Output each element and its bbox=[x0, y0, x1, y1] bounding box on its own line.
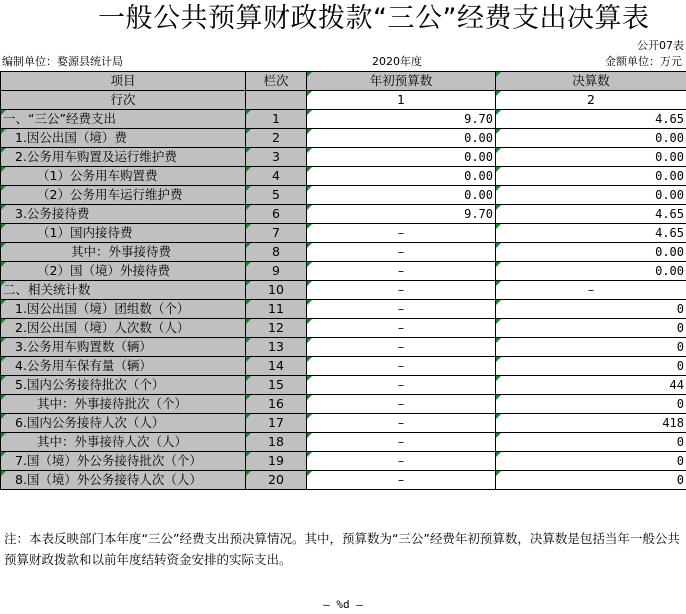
line-row-budget: 1 bbox=[307, 91, 496, 110]
row-line-number: 8 bbox=[246, 243, 307, 262]
row-budget-value: – bbox=[307, 243, 496, 262]
row-final-value: 0 bbox=[496, 433, 686, 452]
header-info-row bbox=[0, 54, 686, 70]
row-line-number: 14 bbox=[246, 357, 307, 376]
row-label: （2）公务用车运行维护费 bbox=[1, 186, 246, 205]
table-note: 注：本表反映部门本年度“三公”经费支出预决算情况。其中，预算数为“三公”经费年初预算数，决算数是包括当年一般公共预算财政拨款和以前年度结转资金安排的实际支出。 bbox=[4, 531, 680, 567]
row-line-number: 10 bbox=[246, 281, 307, 300]
row-label: 3.公务用车购置数（辆） bbox=[1, 338, 246, 357]
row-budget-value: – bbox=[307, 319, 496, 338]
row-label: （1）国内接待费 bbox=[1, 224, 246, 243]
row-line-number: 6 bbox=[246, 205, 307, 224]
row-budget-value: – bbox=[307, 262, 496, 281]
row-label: 2.因公出国（境）人次数（人） bbox=[1, 319, 246, 338]
row-line-number: 3 bbox=[246, 148, 307, 167]
row-label: 1.因公出国（境）费 bbox=[1, 129, 246, 148]
table-row bbox=[1, 395, 686, 414]
row-budget-value: 0.00 bbox=[307, 129, 496, 148]
amount-unit: 金额单位：万元 bbox=[605, 55, 682, 68]
row-label: 7.国（境）外公务接待批次（个） bbox=[1, 452, 246, 471]
row-label: 5.国内公务接待批次（个） bbox=[1, 376, 246, 395]
table-row bbox=[1, 452, 686, 471]
row-final-value: 4.65 bbox=[496, 224, 686, 243]
row-label: 4.公务用车保有量（辆） bbox=[1, 357, 246, 376]
table-row bbox=[1, 338, 686, 357]
table-row bbox=[1, 433, 686, 452]
row-final-value: 0.00 bbox=[496, 243, 686, 262]
col-header-item: 项目 bbox=[1, 72, 246, 91]
row-line-number: 16 bbox=[246, 395, 307, 414]
row-label: 其中：外事接待批次（个） bbox=[1, 395, 246, 414]
row-budget-value: – bbox=[307, 281, 496, 300]
row-line-number: 12 bbox=[246, 319, 307, 338]
table-row bbox=[1, 148, 686, 167]
row-line-number: 15 bbox=[246, 376, 307, 395]
row-budget-value: 0.00 bbox=[307, 186, 496, 205]
row-final-value: 418 bbox=[496, 414, 686, 433]
table-row bbox=[1, 357, 686, 376]
row-line-number: 19 bbox=[246, 452, 307, 471]
row-final-value: 4.65 bbox=[496, 110, 686, 129]
row-budget-value: – bbox=[307, 471, 496, 490]
row-line-number: 11 bbox=[246, 300, 307, 319]
table-row bbox=[1, 300, 686, 319]
page-footer: — %d — bbox=[323, 598, 363, 611]
expenditure-table bbox=[0, 71, 686, 490]
row-line-number: 9 bbox=[246, 262, 307, 281]
table-row bbox=[1, 110, 686, 129]
row-line-number: 1 bbox=[246, 110, 307, 129]
col-header-seq: 栏次 bbox=[246, 72, 307, 91]
row-line-number: 2 bbox=[246, 129, 307, 148]
page-title: 一般公共预算财政拨款“三公”经费支出决算表 bbox=[98, 3, 650, 34]
row-final-value: 0.00 bbox=[496, 129, 686, 148]
row-final-value: 0 bbox=[496, 338, 686, 357]
row-label: 6.国内公务接待人次（人） bbox=[1, 414, 246, 433]
col-header-budget: 年初预算数 bbox=[307, 72, 496, 91]
row-final-value: 0 bbox=[496, 452, 686, 471]
line-row-seq bbox=[246, 91, 307, 110]
fiscal-year: 2020年度 bbox=[372, 55, 422, 68]
table-row bbox=[1, 186, 686, 205]
row-final-value: 0.00 bbox=[496, 148, 686, 167]
row-label: （1）公务用车购置费 bbox=[1, 167, 246, 186]
row-budget-value: 0.00 bbox=[307, 167, 496, 186]
row-final-value: 0.00 bbox=[496, 186, 686, 205]
table-row bbox=[1, 167, 686, 186]
table-row bbox=[1, 205, 686, 224]
form-code: 公开07表 bbox=[637, 39, 684, 52]
table-row bbox=[1, 376, 686, 395]
row-budget-value: – bbox=[307, 338, 496, 357]
row-line-number: 20 bbox=[246, 471, 307, 490]
row-line-number: 7 bbox=[246, 224, 307, 243]
table-row bbox=[1, 243, 686, 262]
row-final-value: 0 bbox=[496, 319, 686, 338]
line-row-final: 2 bbox=[496, 91, 686, 110]
row-budget-value: 9.70 bbox=[307, 110, 496, 129]
row-line-number: 13 bbox=[246, 338, 307, 357]
row-final-value: 0.00 bbox=[496, 167, 686, 186]
row-final-value: 0 bbox=[496, 300, 686, 319]
row-budget-value: – bbox=[307, 395, 496, 414]
row-label: 二、相关统计数 bbox=[1, 281, 246, 300]
col-header-final: 决算数 bbox=[496, 72, 686, 91]
row-label: 2.公务用车购置及运行维护费 bbox=[1, 148, 246, 167]
row-label: 其中：外事接待人次（人） bbox=[1, 433, 246, 452]
row-label: （2）国（境）外接待费 bbox=[1, 262, 246, 281]
table-row bbox=[1, 129, 686, 148]
line-number-row bbox=[1, 91, 686, 110]
row-budget-value: 0.00 bbox=[307, 148, 496, 167]
row-line-number: 18 bbox=[246, 433, 307, 452]
table-row bbox=[1, 414, 686, 433]
row-label: 3.公务接待费 bbox=[1, 205, 246, 224]
row-budget-value: 9.70 bbox=[307, 205, 496, 224]
row-budget-value: – bbox=[307, 357, 496, 376]
row-budget-value: – bbox=[307, 300, 496, 319]
row-budget-value: – bbox=[307, 224, 496, 243]
row-line-number: 4 bbox=[246, 167, 307, 186]
row-label: 8.国（境）外公务接待人次（人） bbox=[1, 471, 246, 490]
row-budget-value: – bbox=[307, 433, 496, 452]
row-final-value: 44 bbox=[496, 376, 686, 395]
row-label: 一、“三公”经费支出 bbox=[1, 110, 246, 129]
row-final-value: 0 bbox=[496, 471, 686, 490]
table-row bbox=[1, 471, 686, 490]
row-final-value: 4.65 bbox=[496, 205, 686, 224]
row-final-value: 0.00 bbox=[496, 262, 686, 281]
row-budget-value: – bbox=[307, 414, 496, 433]
row-final-value: – bbox=[496, 281, 686, 300]
row-budget-value: – bbox=[307, 376, 496, 395]
row-label: 1.因公出国（境）团组数（个） bbox=[1, 300, 246, 319]
table-row bbox=[1, 224, 686, 243]
row-line-number: 17 bbox=[246, 414, 307, 433]
row-label: 其中：外事接待费 bbox=[1, 243, 246, 262]
table-row bbox=[1, 319, 686, 338]
row-final-value: 0 bbox=[496, 395, 686, 414]
row-budget-value: – bbox=[307, 452, 496, 471]
row-final-value: 0 bbox=[496, 357, 686, 376]
row-line-number: 5 bbox=[246, 186, 307, 205]
line-row-label: 行次 bbox=[1, 91, 246, 110]
table-row bbox=[1, 262, 686, 281]
org-name: 编制单位：婺源县统计局 bbox=[2, 55, 123, 68]
column-header-row bbox=[1, 72, 686, 91]
table-row bbox=[1, 281, 686, 300]
